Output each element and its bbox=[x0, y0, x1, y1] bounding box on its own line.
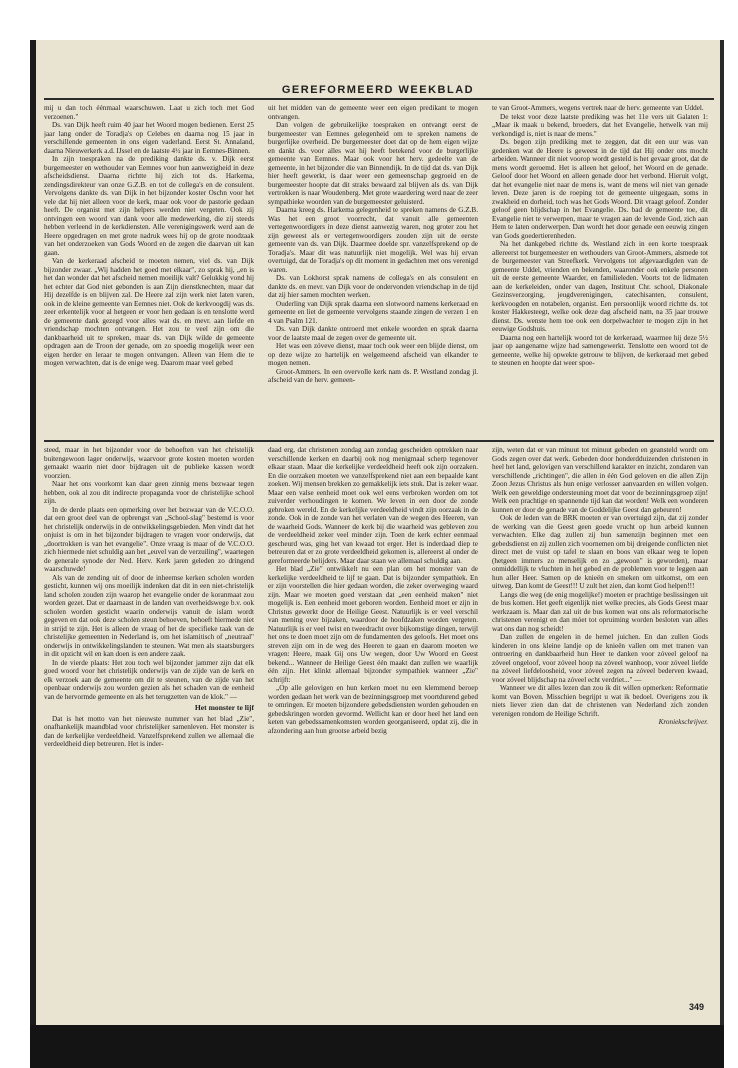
paragraph: De tekst voor deze laatste prediking was het 11e vers uit Galaten 1: „Maar ik maak u bekend, broeders, dat het Evangelie, hetwelk van mij verkondigd is, niet is naar de mens." bbox=[492, 112, 708, 138]
paragraph: Het was een zóveve dienst, maar toch ook weer een blijde dienst, om op deze wijze zo hartelijk en welgemeend afscheid van elkander te mogen nemen. bbox=[268, 342, 478, 367]
paragraph: In de derde plaats een opmerking over het bezwaar van de V.C.O.O. dat een groot deel van de opbrengst van „School-slag" bestemd is voor het christelijk onderwijs in de ontwikkelingsgebieden. Men vindt dat het onjuist is om in het bijzonder bijdragen te vragen voor onderwijs, dat „doortrokken is van het evangelie". Onze vraag is maar of de V.C.O.O. zich hiermede niet schuldig aan het „euvel van de verzuiling", waartegen de generale synode der Ned. Herv. Kerk jaren geleden zo dringend waarschuwde! bbox=[44, 505, 254, 573]
paragraph: Wanneer we dit alles lezen dan zou ik dit willen opmerken: Reformatie komt van Boven. Misschien begrijpt u wat ik bedoel. Overigens zou ik niets liever zien dan dat de christenen van Nederland zich zonden verenigen rondom de Heilige Schrift. bbox=[492, 684, 708, 718]
paragraph: daad erg, dat christenen zondag aan zondag gescheiden optrekken naar verschillende kerken en daarbij ook nog menigmaal scherp tegenover elkaar staan. Maar die kerkelijke verdeeldheid heeft ook zijn oorzaken. En die oorzaken moeten we vanzelfsprekend niet aan een bepaalde kant zoeken. Wij mensen brekken zo gemakkelijk iets stuk. Dat is zeker waar. Maar een valse eenheid moet ook wel eens verbroken worden om tot zuiverder verhoudingen te komen. We leven in een door de zonde gebroken wereld. En de kerkelijke verdeeldheid vindt zijn oorzaak in de zonde. Ook in de zonde van het verlaten van de wegen des Heeren, van de waarheid Gods. Wanneer de kerk bij die waarheid was gebleven zou de verdeeldheid zeker veel minder zijn. Toen de kerk echter eenmaal gescheurd was, ging het van kwaad tot erger. Het is inderdaad diep te betreuren dat er zo grote verdeeldheid gekomen is, allereerst al onder de gereformeerde belijders. Maar daar staan we allemaal schuldig aan. bbox=[268, 446, 478, 565]
paragraph: Langs die weg (de enig mogelijke!) moeten er prachtige beslissingen uit de bus komen. Het geeft eigenlijk niet welke precies, als Gods Geest maar werkzaam is. Maar dan zal uit de bus komen wat ons als reformatorische christenen verenigt en dan móet tot opruiming worden besloten van alles wat ons dan nog scheidt! bbox=[492, 590, 708, 633]
article-column-bottom-1 bbox=[44, 446, 254, 996]
paragraph: In zijn toespraken na de prediking dankte ds. v. Dijk eerst burgemeester en wethouder van Eemnes voor hun aanwezigheid in deze afscheidsdienst. Daarna richtte hij zich tot ds. Harkema, zendingsdirekteur van onze G.Z.B. en tot de collega's en de consulent. Vervolgens dankte ds. van Dijk in het bijzonder koster Oschn voor het vele dat hij niet alleen voor de kerk, maar ook voor de pastorie gedaan heeft. De organist met zijn helpers werden niet vergeten. Ook zij ontvingen een woord van dank voor alle medewerking, die zij steeds hebben verleend in de kerkdiensten. Alle verenigingswerk werd aan de Heere opgedragen en met grote nadruk wees hij op de grote noodzaak van het onderzoeken van Gods Woord en de zegen die daarvan uit kan gaan. bbox=[44, 155, 254, 257]
paragraph: Van de kerkeraad afscheid te moeten nemen, viel ds. van Dijk bijzonder zwaar. „Wij hadden het goed met elkaar", zo sprak hij, „en is het dan wonder dat het afscheid nemen moeilijk valt? Gelukkig vond hij het echter dat God niet gebonden is aan Zijn dienstknechten, maar dat Hij dezelfde is en blijven zal. De Heere zal zijn werk niet laten varen, ook in de kleine gemeente van Eemnes niet. Ook de kerkvoogdij was ds. zeer erkentelijk voor al hetgeen er voor hen gedaan is en tenslotte werd de gemeente dank gezegd voor alles wat ds. en mevr. aan liefde en vriendschap mochten ontvangen. Het zou te veel zijn om die dankbaarheid uit te spreken, maar ds. van Dijk wilde de gemeente opdragen aan de Troon der genade, om zo spoedig mogelijk weer een eigen herder en leraar te mogen ontvangen. Alleen van Hem die te mogen verwachten, dat is de enige weg. Daarom maar veel gebed bbox=[44, 257, 254, 367]
page-bottom-edge bbox=[30, 1025, 724, 1068]
newspaper-page bbox=[30, 40, 724, 1025]
paragraph: Dan volgen de gebruikelijke toespraken en ontvangt eerst de burgemeester van Eemnes gelegenheid om te spreken namens de burgerlijke overheid. De burgemeester doet dat op de hem eigen wijze en dankt ds. voor alles wat hij heeft betekend voor de burgerlijke gemeente van Eemnes. Maar ook voor het herv. gedeelte van de gemeente, in het bijzonder die van Binnendijk. In de tijd dat ds. van Dijk hier heeft gewerkt, is daar weer een gemeenschap gegroeid en de burgemeester hoopte dat dit straks bewaard zal blijven als ds. van Dijk vertrokken is naar Woudenberg. Met grote waardering werd naar de zeer sympathieke woorden van de burgemeester geluisterd. bbox=[268, 121, 478, 206]
article-column-top-2 bbox=[268, 104, 478, 434]
paragraph: te van Groot-Ammers, wegens vertrek naar de herv. gemeente van Uddel. bbox=[492, 104, 704, 112]
article-column-bottom-3 bbox=[492, 446, 708, 996]
paragraph: Ds. van Dijk heeft ruim 40 jaar het Woord mogen bedienen. Eerst 25 jaar lang onder de Toradja's op Celebes en daarna nog 15 jaar in verschillende gemeenten in ons eigen vaderland. Eerst St. Annaland, daarna Nieuwerkerk a.d. IJssel en de laatste 4½ jaar in Eemnes-Binnen. bbox=[44, 121, 254, 155]
paragraph: Als van de zending uit of door de inheemse kerken scholen worden gesticht, kunnen wij ons moeilijk indenken dat dit in een niet-christelijk land scholen zouden zijn waarop het evangelie onder de koranmaat zou worden gezet. Dat er daarnaast in de landen van overheidswege b.v. ook scholen worden gesticht waarin onderwijs vanuit de islam wordt gegeven en dat ook deze scholen steun behoeven, behoeft hiermede niet in strijd te zijn. Het is alleen de vraag of het de specifieke taak van de christelijke gemeenten in Nederland is, om het islamitisch of „neutraal" onderwijs in ontwikkelingslanden te steunen. Wat men als staatsburgers in dit opzicht wil en kan doen is een andere zaak. bbox=[44, 573, 254, 658]
paragraph: zijn, weten dat er van minuut tot minuut gebeden en geansteld wordt om Gods zegen over dat werk. Gebeden door honderdduizenden christenen in heel het land, gelovigen van verschillend karakter en inzicht, zondaren van verschillende „richtingen", die allen in één God geloven en die allen Zijn Zoon Jezus Christus als hun enige verlosser aanvaarden en willen volgen. Welk een geweldige ondersteuning moet dat voor de bezinningsgroep zijn! Welk een prachtige en spannende tijd kan dat worden! Welk een wonderen kunnen er door de genade van de Goddelijke Geest dan gebeuren! bbox=[492, 446, 708, 514]
paragraph: Ook de leden van de BRK moeten er van overtuigd zijn, dat zij zonder de werking van die Geest geen goede vrucht op hun arbeid kunnen verwachten. Elke dag zullen zij hun samenzijn beginnen met een gebedsdienst en zij zullen zich voornemen om bij dreigende conflicten niet direct met de vuist op tafel te slaan en boos van elkaar weg te lopen (hetgeen immers zo menselijk en zo „gewoon" is geworden), maar onmiddellijk te vluchten in het gebed en de problemen voor te leggen aan hun aller Heer. Samen op de knieën en smeken om uitkomst, om een uitweg. Dan komt de Geest!!! U zult het zien, dan komt God helpen!!! bbox=[492, 514, 708, 590]
paragraph: Groot-Ammers. In een overvolle kerk nam ds. P. Westland zondag jl. afscheid van de herv. gemeen- bbox=[268, 367, 478, 384]
page-number: 349 bbox=[688, 1002, 704, 1012]
paragraph: Ds. van Lokhorst sprak namens de collega's en als consulent en dankte ds. en mevr. van Dijk voor de ondervonden vriendschap in de tijd dat zij hier samen mochten werken. bbox=[268, 274, 478, 299]
paragraph: „Op alle gelovigen en hun kerken moet nu een klemmend beroep worden gedaan het werk van de bezinningsgroep met voortdurend gebed te omringen. Er moeten bijzondere gebedsdiensten worden gehouden en gebedskringen worden gevormd. Wellicht kan er door heel het land een keten van gebedssamenkomsten worden georganiseerd, opdat zij, die in afzondering aan hun grootse arbeid bezig bbox=[268, 684, 478, 735]
paragraph: Ds. van Dijk dankte ontroerd met enkele woorden en sprak daarna voor de laatste maal de zegen over de gemeente uit. bbox=[268, 325, 478, 342]
paragraph: Dat is het motto van het nieuwste nummer van het blad „Zie", onafhankelijk maandblad voor christelijker samenleven. Het monster is dan de kerkelijke verdeeldheid. Vanzelfsprekend zullen we allemaal die verdeeldheid diep betreuren. Het is inder- bbox=[44, 714, 254, 748]
paragraph: Daarna nog een hartelijk woord tot de kerkeraad, waarmee hij deze 5½ jaar op aangename wijze had samengewerkt. Tenslotte een woord tot de gemeente, welke hij opwekte getrouw te blijven, de kerkeraad met gebed te steunen en hoopte dat weer spoe- bbox=[492, 333, 708, 367]
paragraph: Ouderling van Dijk sprak daarna een slotwoord namens kerkeraad en gemeente en liet de gemeente vervolgens staande zingen de verzen 1 en 4 van Psalm 121. bbox=[268, 299, 478, 325]
paragraph: Na het dankgebed richtte ds. Westland zich in een korte toespraak allereerst tot burgemeester en wethouders van Groot-Ammers, alsmede tot de burgemeester van Streefkerk. Vervolgens tot afgevaardigden van de gemeente Uddel, vrienden en bekenden, waaronder ook enkele personen uit de eerste gemeente Waarder, en familieleden. Voorts tot de lidmaten aan de kerkeleiden, onder van dagen, Instituut Chr. school, Diakonale Gezinsverzorging, jeugdverenigingen, catechisanten, consulent, kerkvoogden en notabelen, organist. Een persoonlijk woord richtte ds. tot koster Hakkesteegt, welke ook deze dag afscheid nam, na 35 jaar trouwe dienst. Ds. wenste hem toe ook een dorpelwachter te mogen zijn in het eeuwige Godshuis. bbox=[492, 240, 708, 333]
section-heading: Het monster te lijf bbox=[194, 703, 254, 712]
paragraph: Naar het ons voorkomt kan daar geen zinnig mens bezwaar tegen hebben, ook al zou dit indirecte propaganda voor de christelijke school zijn. bbox=[44, 480, 254, 505]
paragraph: uit het midden van de gemeente weer een eigen predikant te mogen ontvangen. bbox=[268, 104, 478, 121]
paragraph: steed, maar in het bijzonder voor de behoeften van het christelijk buitengewoon lager onderwijs, waarvoor grote kosten moeten worden gemaakt waarin niet door bijdragen uit de publieke kassen wordt voorzien. bbox=[44, 446, 254, 480]
article-column-top-3 bbox=[492, 104, 708, 434]
paragraph: Het blad „Zie" ontwikkelt nu een plan om het monster van de kerkelijke verdeeldheid te lijf te gaan. Dat is bijzonder sympathiek. En er zijn voorstellen die hier gedaan worden, die zeker overweging waard zijn. Maar we moeten goed verstaan dat „een eenheid maken" niet mogelijk is. Een eenheid moet geboren worden. Eenheid moet er zijn in Christus gewerkt door de Heilige Geest. Natuurlijk is er veel verschil van mening over bijzaken, waardoor de hoofdzaken worden vergeten. Natuurlijk is er veel twist en tweedracht over bijkomstige dingen, terwijl het ons te doen moet zijn om de fundamenten des geloofs. Het moet ons streven zijn om in de weg des Heeren te gaan en daarom moeten we vragen: Heere, maak Gij ons Uw wegen, door Uw Woord en Geest bekend... Wanneer de Heilige Geest één maakt dan zullen we waarlijk één zijn. Het klinkt allemaal bijzonder sympathiek wanneer „Zie" schrijft: bbox=[268, 565, 478, 684]
paragraph: Ds. begon zijn prediking met te zeggen, dat dit een uur was van gedenken wat de Heere is geweest in de tijd dat Hij onder ons mocht arbeiden. Wanneer dit niet voorop wordt gesteld is het gevaar groot, dat de mens wordt geroemd. Het is alleen het geloof, het Woord en de genade. Geloof door het Woord en alleen genade door het verbond. Hieruit volgt, dat het evangelie niet naar de mens is, want de mens wil niet van genade leven. Deze jaren is de roeping tot de gemeente uitgegaan, soms in zwakheid en dorheid, toch was het Gods Woord. Dit vraagt geloof. Zonder geloof geen blijdschap in het Evangelie. Ds. bad de gemeente toe, dit Evangelie niet te verwerpen, maar te vragen aan de levende God, zich aan Hem te laten onderwerpen. Dan wordt het door genade een eeuwig zingen van Gods goedertierenheden. bbox=[492, 138, 708, 240]
paragraph: mij u dan toch éénmaal waarschuwen. Laat u zich toch met God verzoenen." bbox=[44, 104, 254, 121]
header-rule bbox=[44, 98, 714, 100]
masthead-title: GEREFORMEERD WEEKBLAD bbox=[281, 84, 475, 96]
paragraph: Daarna kreeg ds. Harkema gelegenheid te spreken namens de G.Z.B. Was het een groot voorrecht, dat vanuit alle gemeenten vertegenwoordigers in deze dienst aanwezig waren, nog groter zou het zijn geweest als er vertegenwoordigers zouden zijn uit de eerste gemeente van ds. van Dijk. Daarmee doelde spr. vanzelfsprekend op de Toradja's. Maar dit was natuurlijk niet mogelijk. Wel was hij ervan overtuigd, dat de Toradja's op dit moment in gedachten met ons verenigd waren. bbox=[268, 206, 478, 274]
paragraph: Dan zullen de engelen in de hemel juichen. En dan zullen Gods kinderen in ons kleine landje op de knieën vallen om met tranen van ontroering en dankbaarheid hun Heer te danken voor zóveel geloof na zóveel ongeloof, voor zóveel hoop na zóveel wanhoop, voor zóveel liefde na zóveel liefdeloosheid, voor zóveel zegen na zóveel bederven kwaad, voor zóveel blijdschap na zóveel echt verdriet..." — bbox=[492, 633, 708, 684]
page-margin-top bbox=[0, 0, 738, 40]
paragraph: In de vierde plaats: Het zou toch wel bijzonder jammer zijn dat elk goed woord voor het christelijk onderwijs van de zijde van de kerk en elk verzoek aan de gemeente om dit te steunen, van de zijde van het openbaar onderwijs zou worden gezien als het schaden van de eenheid van de hervormde gemeente en als het terugzetten van de klok." — bbox=[44, 658, 254, 701]
article-column-bottom-2 bbox=[268, 446, 478, 996]
article-column-top-1 bbox=[44, 104, 254, 434]
author-signature: Kroniekschrijver. bbox=[658, 718, 708, 726]
section-divider bbox=[44, 440, 714, 442]
